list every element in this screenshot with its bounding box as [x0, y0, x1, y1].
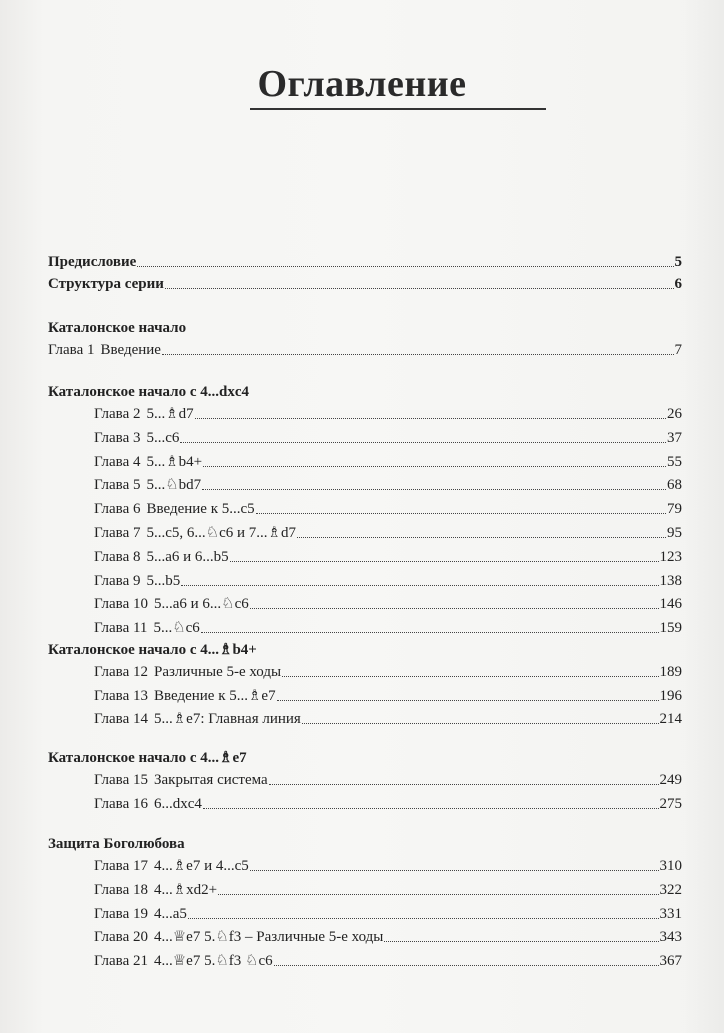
- toc-entry-chapter[interactable]: [94, 475, 682, 495]
- toc-entry-preface[interactable]: [48, 252, 682, 272]
- toc-page-number: 138: [659, 572, 682, 589]
- toc-entry-label: Структура серии: [48, 276, 164, 292]
- toc-page-number: 367: [659, 953, 682, 970]
- toc-page-number: 275: [659, 796, 682, 812]
- toc-page-number: 26: [667, 406, 682, 422]
- toc-entry-chapter[interactable]: [94, 571, 682, 591]
- leader-dots: [282, 662, 658, 677]
- leader-dots: [269, 770, 659, 785]
- chapter-number: Глава 12: [94, 664, 148, 680]
- chapter-title: 4...♕e7 5.♘f3 ♘c6: [153, 953, 273, 970]
- leader-dots: [165, 274, 674, 289]
- chapter-title: 5...b5: [146, 572, 181, 589]
- toc-page-number: 310: [659, 858, 682, 874]
- chapter-title: 5...♗e7: Главная линия: [153, 711, 301, 727]
- toc-page-number: 6: [674, 276, 682, 292]
- section-heading: Каталонское начало с 4...dxc4: [48, 384, 249, 400]
- leader-dots: [250, 856, 659, 871]
- toc-page-number: 343: [659, 929, 682, 946]
- chapter-number: Глава 11: [94, 620, 148, 637]
- toc-page-number: 123: [659, 548, 682, 565]
- chapter-title: Различные 5-е ходы: [153, 664, 282, 680]
- toc-entry-chapter[interactable]: [94, 428, 682, 448]
- leader-dots: [195, 404, 666, 419]
- toc-entry-chapter[interactable]: [94, 686, 682, 706]
- toc-entry-chapter[interactable]: [94, 904, 682, 924]
- section-heading: Каталонское начало с 4...♗e7: [48, 750, 247, 766]
- chapter-title: Введение к 5...c5: [146, 501, 255, 518]
- leader-dots: [203, 794, 659, 809]
- chapter-title: 4...♗xd2+: [153, 881, 218, 898]
- chapter-number: Глава 14: [94, 711, 148, 727]
- toc-entry-chapter[interactable]: [94, 499, 682, 519]
- toc-entry-label: Предисловие: [48, 254, 137, 270]
- leader-dots: [297, 523, 666, 538]
- page-edge-shadow: [684, 0, 724, 1033]
- chapter-number: Глава 1: [48, 342, 95, 358]
- toc-entry-chapter[interactable]: [94, 709, 682, 729]
- leader-dots: [218, 880, 658, 895]
- title-underline: [250, 108, 546, 110]
- leader-dots: [250, 594, 659, 609]
- toc-page-number: 95: [667, 525, 682, 541]
- toc-page-number: 68: [667, 477, 682, 494]
- chapter-number: Глава 2: [94, 406, 141, 422]
- toc-entry-chapter[interactable]: [94, 452, 682, 472]
- chapter-title: 5...a6 и 6...b5: [146, 548, 229, 565]
- leader-dots: [277, 686, 659, 701]
- toc-page-number: 189: [659, 664, 682, 680]
- toc-page-number: 331: [659, 905, 682, 922]
- toc-page-number: 159: [659, 620, 682, 637]
- chapter-number: Глава 16: [94, 796, 148, 812]
- toc-entry-chapter[interactable]: [94, 523, 682, 543]
- chapter-number: Глава 15: [94, 772, 148, 788]
- leader-dots: [230, 547, 659, 562]
- chapter-number: Глава 20: [94, 929, 148, 946]
- leader-dots: [202, 475, 666, 490]
- chapter-title: 5...a6 и 6...♘c6: [153, 596, 249, 613]
- leader-dots: [274, 951, 659, 966]
- chapter-number: Глава 21: [94, 953, 148, 970]
- toc-entry-chapter[interactable]: [94, 662, 682, 682]
- leader-dots: [137, 252, 673, 267]
- chapter-number: Глава 19: [94, 905, 148, 922]
- chapter-number: Глава 3: [94, 429, 141, 446]
- toc-page-number: 79: [667, 501, 682, 518]
- section-heading: Каталонское начало: [48, 320, 187, 336]
- chapter-number: Глава 8: [94, 548, 141, 565]
- leader-dots: [188, 904, 659, 919]
- toc-entry-chapter[interactable]: [48, 340, 682, 360]
- toc-page-number: 5: [674, 254, 682, 270]
- chapter-title: 5...c6: [146, 429, 180, 446]
- leader-dots: [203, 452, 666, 467]
- toc-entry-chapter[interactable]: [94, 547, 682, 567]
- toc-entry-chapter[interactable]: [94, 594, 682, 614]
- chapter-title: 5...♘c6: [153, 620, 200, 637]
- toc-page-number: 55: [667, 453, 682, 470]
- toc-entry-chapter[interactable]: [94, 927, 682, 947]
- toc-page-number: 214: [659, 711, 682, 727]
- leader-dots: [162, 340, 674, 355]
- toc-entry-chapter[interactable]: [94, 951, 682, 971]
- toc-page-number: 322: [659, 881, 682, 898]
- chapter-title: 6...dxc4: [153, 796, 202, 812]
- leader-dots: [384, 927, 658, 942]
- leader-dots: [302, 709, 659, 724]
- chapter-title: Введение: [100, 342, 161, 358]
- chapter-number: Глава 9: [94, 572, 141, 589]
- leader-dots: [256, 499, 666, 514]
- toc-page-number: 249: [659, 772, 682, 788]
- chapter-title: 5...c5, 6...♘c6 и 7...♗d7: [146, 525, 296, 541]
- toc-entry-chapter[interactable]: [94, 770, 682, 790]
- leader-dots: [180, 428, 666, 443]
- chapter-number: Глава 5: [94, 477, 141, 494]
- chapter-title: 5...♗d7: [146, 406, 194, 422]
- chapter-title: 4...♗e7 и 4...c5: [153, 858, 249, 874]
- chapter-title: 4...♕e7 5.♘f3 – Различные 5-е ходы: [153, 929, 384, 946]
- toc-page-number: 37: [667, 429, 682, 446]
- toc-entry-series-structure[interactable]: [48, 274, 682, 294]
- chapter-number: Глава 13: [94, 687, 148, 704]
- chapter-number: Глава 10: [94, 596, 148, 613]
- chapter-number: Глава 4: [94, 453, 141, 470]
- chapter-number: Глава 7: [94, 525, 141, 541]
- page-title: Оглавление: [257, 63, 467, 105]
- chapter-number: Глава 18: [94, 881, 148, 898]
- toc-page-number: 146: [659, 596, 682, 613]
- chapter-title: 5...♘bd7: [146, 477, 202, 494]
- leader-dots: [201, 618, 659, 633]
- chapter-number: Глава 17: [94, 858, 148, 874]
- chapter-title: Введение к 5...♗e7: [153, 687, 276, 704]
- chapter-title: 4...a5: [153, 905, 187, 922]
- toc-page-number: 7: [674, 342, 682, 358]
- toc-entry-chapter[interactable]: [94, 404, 682, 424]
- toc-page-number: 196: [659, 687, 682, 704]
- chapter-title: Закрытая система: [153, 772, 268, 788]
- toc-entry-chapter[interactable]: [94, 856, 682, 876]
- chapter-number: Глава 6: [94, 501, 141, 518]
- toc-entry-chapter[interactable]: [94, 618, 682, 638]
- section-heading: Каталонское начало с 4...♗b4+: [48, 642, 257, 658]
- chapter-title: 5...♗b4+: [146, 453, 203, 470]
- section-heading: Защита Боголюбова: [48, 836, 185, 852]
- leader-dots: [181, 571, 658, 586]
- toc-entry-chapter[interactable]: [94, 880, 682, 900]
- toc-entry-chapter[interactable]: [94, 794, 682, 814]
